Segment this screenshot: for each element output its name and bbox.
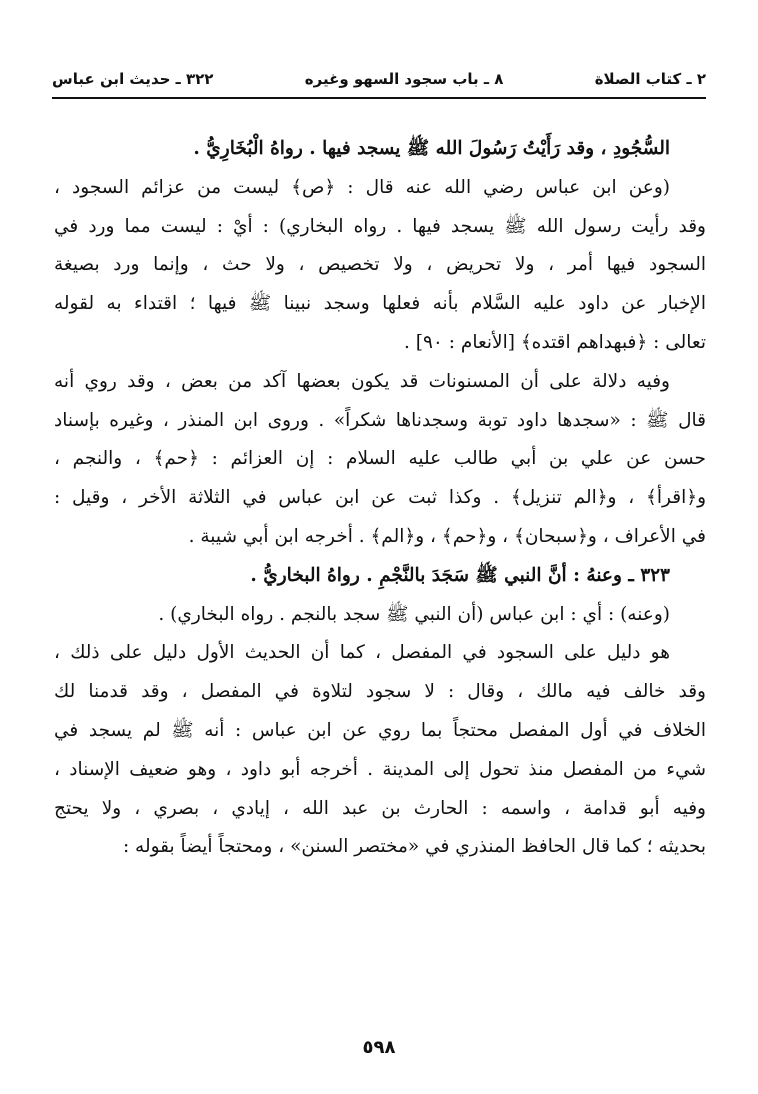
text-line: حسن عن علي بن أبي طالب عليه السلام : إن العزائم : ﴿حم﴾ ، والنجم ، <box>54 448 706 470</box>
text-line: بحديثه ؛ كما قال الحافظ المنذري في «مختصر السنن» ، ومحتجاً أيضاً بقوله : <box>122 836 706 858</box>
text-line: وقد خالف فيه مالك ، وقال : لا سجود لتلاوة في المفصل ، وقد قدمنا لك <box>54 681 706 703</box>
text-line: شيء من المفصل منذ تحول إلى المدينة . أخرجه أبو داود ، وهو ضعيف الإسناد ، <box>54 758 706 780</box>
header-chapter-title: ٨ ـ باب سجود السهو وغيره <box>304 70 504 88</box>
text-line: وقد رأيت رسول الله ﷺ يسجد فيها . رواه البخاري) : أيْ : ليست مما ورد في <box>54 215 706 237</box>
header-divider <box>52 97 706 99</box>
text-line: و﴿اقرأ﴾ ، و﴿الم تنزيل﴾ . وكذا ثبت عن ابن عباس في الثلاثة الأخر ، وقيل : <box>54 487 706 509</box>
text-line: في الأعراف ، و﴿سبحان﴾ ، و﴿حم﴾ ، و﴿الم﴾ . أخرجه ابن أبي شيبة . <box>188 525 706 547</box>
text-line: السُّجُودِ ، وقد رَأَيْتُ رَسُولَ الله ﷺ يسجد فيها . رواهُ الْبُخَارِيُّ . <box>193 138 670 159</box>
header-hadith-title: ٣٢٢ ـ حديث ابن عباس <box>52 70 214 88</box>
text-line: (وعن ابن عباس رضي الله عنه قال : ﴿ص﴾ ليست من عزائم السجود ، <box>54 176 670 198</box>
header-book-title: ٢ ـ كتاب الصلاة <box>594 70 706 88</box>
text-line: السجود فيها أمر ، ولا تحريض ، ولا تخصيص ، ولا حث ، وإنما ورد بصيغة <box>54 254 706 276</box>
running-header <box>52 64 706 94</box>
text-line: تعالى : ﴿فبهداهم اقتده﴾ [الأنعام : ٩٠] . <box>404 331 706 353</box>
text-line: ٣٢٣ ـ وعنهُ : أنَّ النبي ﷺ سَجَدَ بالنَّجْمِ . رواهُ البخاريُّ . <box>250 564 670 586</box>
page-number: ٥٩٨ <box>362 1037 396 1058</box>
text-line: وفيه أبو قدامة ، واسمه : الحارث بن عبد الله ، إيادي ، بصري ، ولا يحتج <box>54 797 706 819</box>
text-line: هو دليل على السجود في المفصل ، كما أن الحديث الأول دليل على ذلك ، <box>54 642 670 664</box>
text-line: (وعنه) : أي : ابن عباس (أن النبي ﷺ سجد بالنجم . رواه البخاري) . <box>158 603 670 625</box>
text-line: الإخبار عن داود عليه السَّلام بأنه فعلها وسجد نبينا ﷺ فيها ؛ اقتداء به لقوله <box>54 293 706 315</box>
text-line: الخلاف في أول المفصل محتجاً بما روي عن ابن عباس : أنه ﷺ لم يسجد في <box>54 719 706 741</box>
text-line: قال ﷺ : «سجدها داود توبة وسجدناها شكراً» . وروى ابن المنذر ، وغيره بإسناد <box>54 409 706 431</box>
text-line: وفيه دلالة على أن المسنونات قد يكون بعضها آكد من بعض ، وقد روي أنه <box>54 370 670 392</box>
page-body <box>54 130 706 867</box>
